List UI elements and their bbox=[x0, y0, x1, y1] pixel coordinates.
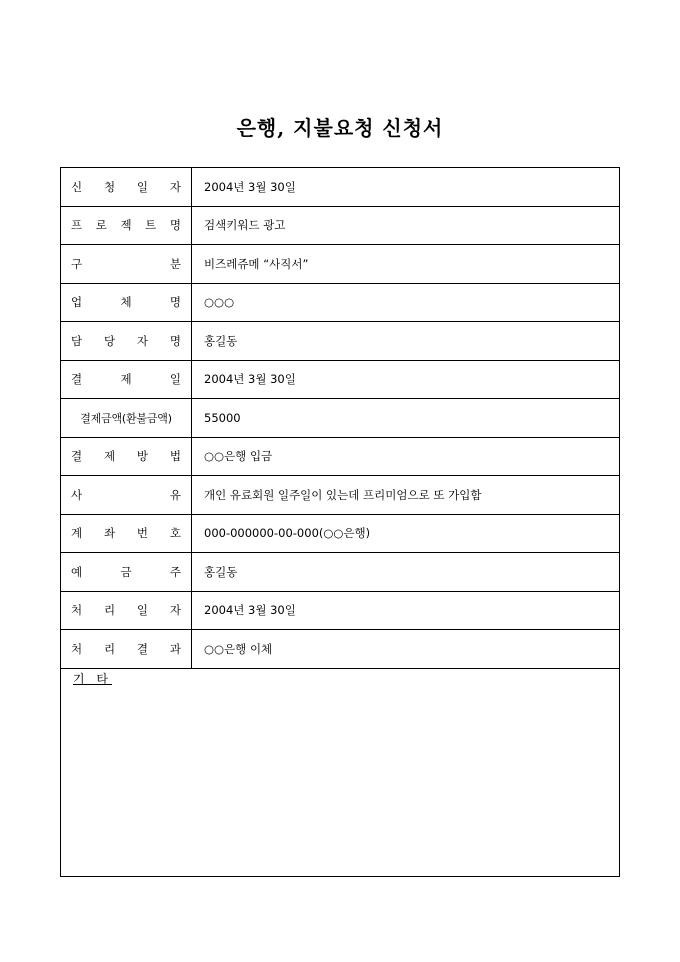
remarks-label: 기 타 bbox=[73, 671, 112, 686]
project-name-value: 검색키워드 광고 bbox=[204, 218, 286, 233]
row-label: 담 당 자 명 bbox=[61, 322, 192, 360]
row-processing-result bbox=[61, 630, 619, 669]
contact-person-value: 홍길동 bbox=[204, 333, 238, 348]
row-label: 프 로 젝 트 명 bbox=[61, 207, 192, 245]
row-label: 계 좌 번 호 bbox=[61, 515, 192, 553]
company-name-value: ○○○ bbox=[204, 295, 235, 310]
application-date-value: 2004년 3월 30일 bbox=[204, 179, 296, 194]
payment-date-value: 2004년 3월 30일 bbox=[204, 372, 296, 387]
row-processing-date bbox=[61, 592, 619, 631]
processing-result-value: ○○은행 이체 bbox=[204, 641, 273, 656]
row-account-holder bbox=[61, 553, 619, 592]
row-label: 결 제 방 법 bbox=[61, 438, 192, 476]
row-label: 사 유 bbox=[61, 476, 192, 514]
row-label: 결제금액(환불금액) bbox=[61, 399, 192, 437]
row-payment-amount bbox=[61, 399, 619, 438]
processing-date-value: 2004년 3월 30일 bbox=[204, 603, 296, 618]
category-value: 비즈레쥬메 “사직서” bbox=[204, 256, 309, 271]
row-label: 예 금 주 bbox=[61, 553, 192, 591]
row-payment-date bbox=[61, 361, 619, 400]
account-number-value: 000-000000-00-000(○○은행) bbox=[204, 526, 371, 541]
row-label: 신 청 일 자 bbox=[61, 168, 192, 206]
row-project-name bbox=[61, 207, 619, 246]
row-payment-method bbox=[61, 438, 619, 477]
row-label: 처 리 일 자 bbox=[61, 592, 192, 630]
row-reason bbox=[61, 476, 619, 515]
row-category bbox=[61, 245, 619, 284]
row-label: 처 리 결 과 bbox=[61, 630, 192, 668]
row-contact-person bbox=[61, 322, 619, 361]
row-company-name bbox=[61, 284, 619, 323]
row-label: 구 분 bbox=[61, 245, 192, 283]
payment-amount-value: 55000 bbox=[204, 410, 241, 425]
payment-method-value: ○○은행 입금 bbox=[204, 449, 273, 464]
document-title: 은행, 지불요청 신청서 bbox=[236, 116, 444, 140]
request-form-table bbox=[60, 167, 620, 877]
row-label: 업 체 명 bbox=[61, 284, 192, 322]
account-holder-value: 홍길동 bbox=[204, 564, 238, 579]
remarks-area bbox=[61, 669, 619, 879]
row-account-number bbox=[61, 515, 619, 554]
reason-value: 개인 유료회원 일주일이 있는데 프리미엄으로 또 가입함 bbox=[204, 487, 482, 502]
row-application-date bbox=[61, 168, 619, 207]
row-label: 결 제 일 bbox=[61, 361, 192, 399]
